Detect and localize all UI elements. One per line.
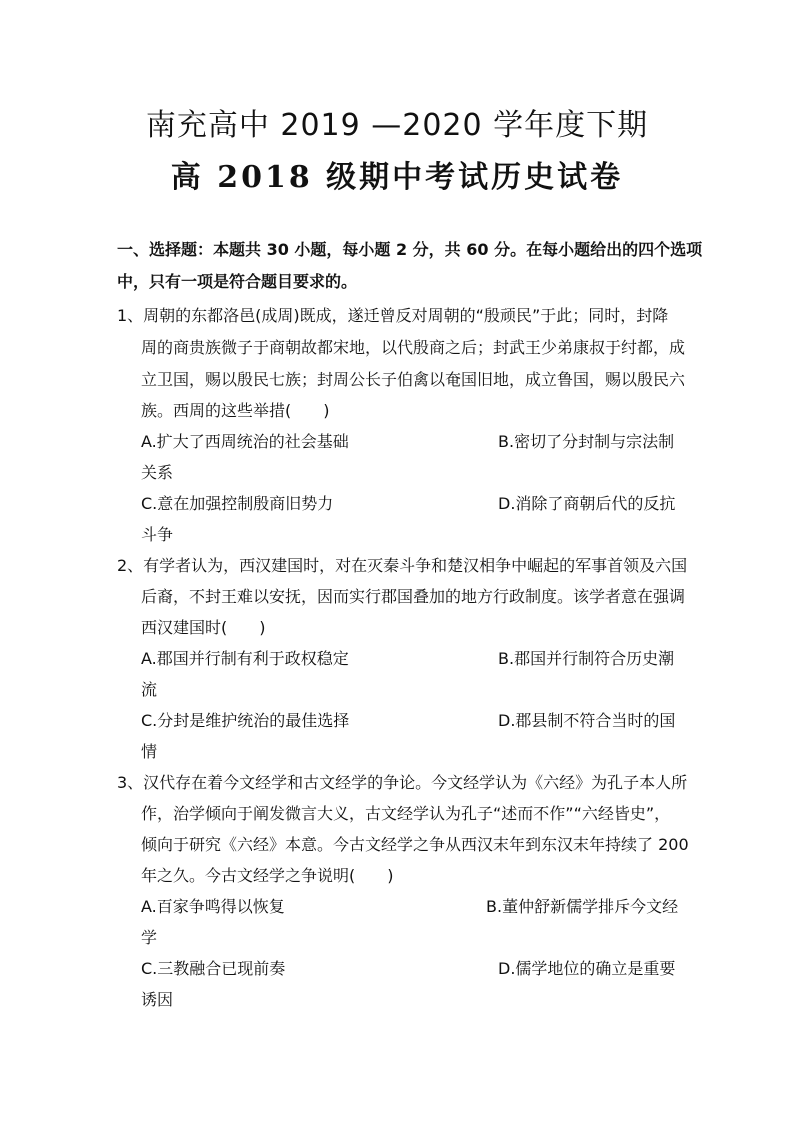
option-a[interactable]: A.郡国并行制有利于政权稳定 xyxy=(141,649,349,668)
option-d-wrap: 斗争 xyxy=(141,525,174,544)
question-stem-line: 3、汉代存在着今文经学和古文经学的争论。今文经学认为《六经》为孔子本人所 xyxy=(117,773,688,792)
exam-title-line2: 高 2018 级期中考试历史试卷 xyxy=(170,160,624,195)
option-b-wrap: 关系 xyxy=(141,463,174,482)
section-instruction-line1: 一、选择题：本题共 30 小题，每小题 2 分，共 60 分。在每小题给出的四个选项 xyxy=(117,240,703,259)
question-stem-line: 后裔，不封王难以安抚，因而实行郡国叠加的地方行政制度。该学者意在强调 xyxy=(141,587,686,606)
option-b-wrap: 流 xyxy=(141,680,158,699)
option-a[interactable]: A.扩大了西周统治的社会基础 xyxy=(141,432,349,451)
question-stem-line: 族。西周的这些举措( ) xyxy=(141,401,330,420)
option-b[interactable]: B.董仲舒新儒学排斥今文经 xyxy=(486,897,679,916)
question-stem-line: 年之久。今古文经学之争说明( ) xyxy=(141,866,394,885)
option-d-wrap: 情 xyxy=(141,742,158,761)
option-d[interactable]: D.消除了商朝后代的反抗 xyxy=(498,494,676,513)
option-d-wrap: 诱因 xyxy=(141,990,174,1009)
option-b-wrap: 学 xyxy=(141,928,158,947)
question-stem-line: 2、有学者认为，西汉建国时，对在灭秦斗争和楚汉相争中崛起的军事首领及六国 xyxy=(117,556,688,575)
option-a[interactable]: A.百家争鸣得以恢复 xyxy=(141,897,285,916)
question-stem-line: 周的商贵族微子于商朝故都宋地，以代殷商之后；封武王少弟康叔于纣都，成 xyxy=(141,338,686,357)
option-d[interactable]: D.郡县制不符合当时的国 xyxy=(498,711,676,730)
question-stem-line: 1、周朝的东都洛邑(成周)既成，遂迁曾反对周朝的“殷顽民”于此；同时，封降 xyxy=(117,306,669,325)
question-stem-line: 西汉建国时( ) xyxy=(141,618,266,637)
option-b[interactable]: B.密切了分封制与宗法制 xyxy=(498,432,675,451)
option-c[interactable]: C.意在加强控制殷商旧势力 xyxy=(141,494,334,513)
question-stem-line: 倾向于研究《六经》本意。今古文经学之争从西汉末年到东汉末年持续了 200 xyxy=(141,835,689,854)
option-b[interactable]: B.郡国并行制符合历史潮 xyxy=(498,649,675,668)
option-c[interactable]: C.三教融合已现前奏 xyxy=(141,959,286,978)
option-c[interactable]: C.分封是维护统治的最佳选择 xyxy=(141,711,350,730)
question-stem-line: 作，治学倾向于阐发微言大义，古文经学认为孔子“述而不作”“六经皆史”， xyxy=(141,804,671,823)
exam-title-line1: 南充高中 2019 —2020 学年度下期 xyxy=(145,108,649,143)
option-d[interactable]: D.儒学地位的确立是重要 xyxy=(498,959,676,978)
question-stem-line: 立卫国，赐以殷民七族；封周公长子伯禽以奄国旧地，成立鲁国，赐以殷民六 xyxy=(141,370,686,389)
section-instruction-line2: 中，只有一项是符合题目要求的。 xyxy=(117,272,358,291)
